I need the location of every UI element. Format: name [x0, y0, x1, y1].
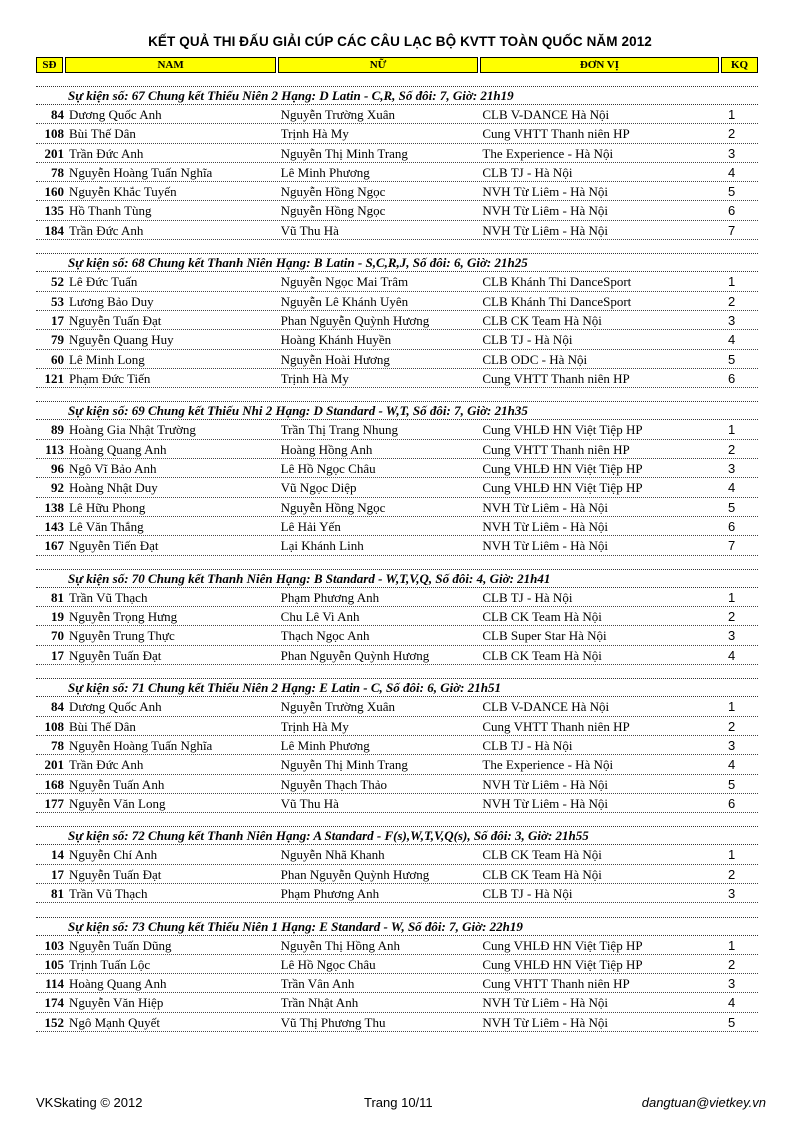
cell-nam: Lê Đức Tuấn	[68, 274, 138, 290]
cell-donvi: Cung VHTT Thanh niên HP	[482, 718, 630, 734]
table-row	[36, 420, 758, 439]
cell-nam: Bùi Thế Dân	[68, 126, 136, 142]
cell-kq: 3	[728, 312, 736, 328]
event-block	[36, 917, 758, 1032]
event-title: Sự kiện số: 72 Chung kết Thanh Niên Hạng: A Standard - F(s),W,T,V,Q(s), Số đôi: 3, Giờ: 21h55	[36, 826, 758, 845]
header-kq: KQ	[721, 57, 758, 73]
cell-sd: 78	[50, 164, 64, 180]
table-row	[36, 626, 758, 645]
table-row	[36, 311, 758, 330]
cell-kq: 7	[728, 222, 736, 238]
cell-kq: 6	[728, 795, 736, 811]
cell-donvi: NVH Từ Liêm - Hà Nội	[482, 776, 608, 792]
footer-page-number: Trang 10/11	[364, 1095, 433, 1110]
event-title: Sự kiện số: 73 Chung kết Thiếu Niên 1 Hạng: E Standard - W, Số đôi: 7, Giờ: 22h19	[36, 917, 758, 936]
cell-nam: Nguyễn Trung Thực	[68, 628, 175, 644]
cell-kq: 4	[728, 332, 736, 348]
cell-donvi: NVH Từ Liêm - Hà Nội	[482, 1014, 608, 1030]
cell-nu: Nguyễn Trường Xuân	[280, 699, 395, 715]
table-row	[36, 272, 758, 291]
table-row	[36, 369, 758, 388]
events-list	[36, 86, 758, 1045]
cell-nam: Hoàng Quang Anh	[68, 441, 167, 457]
cell-sd: 108	[44, 126, 64, 142]
cell-kq: 4	[728, 647, 736, 663]
cell-nam: Nguyễn Tiến Đạt	[68, 538, 159, 554]
cell-nu: Hoàng Khánh Huyền	[280, 332, 392, 348]
cell-nam: Nguyễn Văn Hiệp	[68, 995, 164, 1011]
cell-donvi: NVH Từ Liêm - Hà Nội	[482, 995, 608, 1011]
cell-donvi: CLB TJ - Hà Nội	[482, 885, 573, 901]
cell-nam: Nguyễn Khắc Tuyến	[68, 184, 177, 200]
cell-nu: Trịnh Hà My	[280, 718, 349, 734]
cell-donvi: CLB V-DANCE Hà Nội	[482, 107, 610, 122]
cell-nu: Nguyễn Hồng Ngọc	[280, 203, 386, 219]
cell-kq: 6	[728, 370, 736, 386]
cell-nu: Nguyễn Hoài Hương	[280, 351, 390, 367]
cell-nu: Lại Khánh Linh	[280, 538, 364, 554]
cell-nu: Lê Minh Phương	[280, 737, 370, 753]
cell-nu: Nguyễn Thạch Thảo	[280, 776, 388, 792]
cell-nam: Trần Đức Anh	[68, 222, 144, 238]
cell-nam: Nguyễn Hoàng Tuấn Nghĩa	[68, 737, 213, 753]
cell-sd: 184	[44, 222, 64, 238]
cell-kq: 2	[728, 293, 736, 309]
cell-sd: 79	[50, 332, 64, 348]
cell-sd: 108	[44, 718, 64, 734]
header-donvi: ĐƠN VỊ	[480, 57, 719, 73]
cell-sd: 17	[50, 647, 64, 663]
event-block	[36, 86, 758, 240]
cell-kq: 5	[728, 499, 736, 515]
table-row	[36, 459, 758, 478]
cell-donvi: Cung VHTT Thanh niên HP	[482, 976, 630, 992]
cell-sd: 160	[44, 184, 64, 200]
cell-kq: 1	[728, 422, 736, 438]
cell-nam: Trần Vũ Thạch	[68, 885, 148, 901]
cell-nu: Trần Thị Trang Nhung	[280, 422, 399, 438]
cell-kq: 1	[728, 699, 736, 715]
cell-donvi: Cung VHLĐ HN Việt Tiệp HP	[482, 461, 643, 477]
cell-kq: 5	[728, 1014, 736, 1030]
cell-kq: 1	[728, 107, 736, 122]
cell-nu: Vũ Ngọc Diệp	[280, 480, 357, 496]
cell-sd: 121	[44, 370, 64, 386]
table-row	[36, 478, 758, 497]
cell-nam: Dương Quốc Anh	[68, 107, 162, 122]
cell-nam: Nguyễn Trọng Hưng	[68, 609, 178, 625]
cell-sd: 168	[44, 776, 64, 792]
cell-nu: Nguyễn Thị Minh Trang	[280, 145, 408, 161]
table-row	[36, 221, 758, 240]
cell-donvi: CLB TJ - Hà Nội	[482, 164, 573, 180]
event-block	[36, 569, 758, 665]
table-row	[36, 755, 758, 774]
cell-sd: 17	[50, 312, 64, 328]
cell-nam: Hoàng Quang Anh	[68, 976, 167, 992]
event-title: Sự kiện số: 71 Chung kết Thiếu Niên 2 Hạng: E Latin - C, Số đôi: 6, Giờ: 21h51	[36, 678, 758, 697]
cell-kq: 3	[728, 628, 736, 644]
cell-donvi: CLB V-DANCE Hà Nội	[482, 699, 610, 715]
cell-nam: Phạm Đức Tiến	[68, 370, 151, 386]
cell-donvi: CLB CK Team Hà Nội	[482, 609, 602, 625]
cell-sd: 105	[44, 956, 64, 972]
table-row	[36, 498, 758, 517]
cell-nu: Chu Lê Vi Anh	[280, 609, 360, 625]
cell-nam: Nguyễn Quang Huy	[68, 332, 174, 348]
table-row	[36, 736, 758, 755]
cell-kq: 2	[728, 866, 736, 882]
cell-donvi: Cung VHLĐ HN Việt Tiệp HP	[482, 956, 643, 972]
cell-donvi: CLB TJ - Hà Nội	[482, 737, 573, 753]
cell-nu: Nguyễn Hồng Ngọc	[280, 499, 386, 515]
cell-nam: Trịnh Tuấn Lộc	[68, 956, 151, 972]
cell-sd: 113	[45, 441, 64, 457]
cell-sd: 114	[45, 976, 64, 992]
cell-nam: Nguyễn Hoàng Tuấn Nghĩa	[68, 164, 213, 180]
table-row	[36, 794, 758, 813]
cell-nu: Trịnh Hà My	[280, 370, 349, 386]
cell-nam: Nguyễn Văn Long	[68, 795, 166, 811]
cell-sd: 96	[50, 461, 64, 477]
cell-donvi: Cung VHTT Thanh niên HP	[482, 441, 630, 457]
table-row	[36, 588, 758, 607]
table-row	[36, 105, 758, 124]
cell-nam: Trần Vũ Thạch	[68, 589, 148, 605]
cell-nu: Nguyễn Lê Khánh Uyên	[280, 293, 409, 309]
cell-donvi: NVH Từ Liêm - Hà Nội	[482, 518, 608, 534]
cell-donvi: Cung VHTT Thanh niên HP	[482, 126, 630, 142]
cell-nu: Trần Nhật Anh	[280, 995, 359, 1011]
cell-kq: 2	[728, 956, 736, 972]
cell-nu: Lê Hồ Ngọc Châu	[280, 956, 376, 972]
cell-kq: 2	[728, 718, 736, 734]
table-row	[36, 717, 758, 736]
cell-donvi: NVH Từ Liêm - Hà Nội	[482, 203, 608, 219]
table-row	[36, 124, 758, 143]
cell-nam: Hoàng Gia Nhật Trường	[68, 422, 196, 438]
page-footer	[36, 1095, 766, 1113]
cell-sd: 143	[44, 518, 64, 534]
table-row	[36, 607, 758, 626]
table-row	[36, 775, 758, 794]
cell-sd: 84	[50, 699, 64, 715]
cell-nam: Nguyễn Tuấn Đạt	[68, 647, 162, 663]
cell-nu: Nguyễn Ngọc Mai Trâm	[280, 274, 409, 290]
table-row	[36, 517, 758, 536]
cell-donvi: NVH Từ Liêm - Hà Nội	[482, 499, 608, 515]
cell-sd: 70	[50, 628, 64, 644]
cell-nam: Lê Văn Thắng	[68, 518, 144, 534]
cell-nam: Bùi Thế Dân	[68, 718, 136, 734]
cell-donvi: Cung VHLĐ HN Việt Tiệp HP	[482, 937, 643, 953]
cell-kq: 3	[728, 737, 736, 753]
table-row	[36, 330, 758, 349]
footer-email: dangtuan@vietkey.vn	[641, 1095, 766, 1110]
cell-kq: 5	[728, 351, 736, 367]
cell-kq: 2	[728, 126, 736, 142]
table-row	[36, 182, 758, 201]
cell-nu: Vũ Thu Hà	[280, 795, 339, 811]
cell-nu: Phan Nguyễn Quỳnh Hương	[280, 866, 430, 882]
cell-nu: Lê Minh Phương	[280, 164, 370, 180]
cell-kq: 3	[728, 976, 736, 992]
cell-donvi: CLB TJ - Hà Nội	[482, 332, 573, 348]
cell-donvi: Cung VHLĐ HN Việt Tiệp HP	[482, 480, 643, 496]
cell-nu: Vũ Thị Phương Thu	[280, 1014, 386, 1030]
table-row	[36, 955, 758, 974]
footer-copyright: VKSkating © 2012	[36, 1095, 143, 1110]
table-row	[36, 697, 758, 716]
cell-nu: Vũ Thu Hà	[280, 222, 339, 238]
cell-sd: 92	[50, 480, 64, 496]
cell-nu: Thạch Ngọc Anh	[280, 628, 370, 644]
cell-donvi: CLB ODC - Hà Nội	[482, 351, 588, 367]
cell-nam: Nguyễn Tuấn Đạt	[68, 312, 162, 328]
cell-donvi: Cung VHTT Thanh niên HP	[482, 370, 630, 386]
cell-nam: Ngô Mạnh Quyết	[68, 1014, 160, 1030]
header-sd: SĐ	[36, 57, 63, 73]
header-nu: NỮ	[278, 57, 477, 73]
cell-sd: 174	[44, 995, 64, 1011]
table-header	[36, 57, 758, 73]
event-title: Sự kiện số: 67 Chung kết Thiếu Niên 2 Hạng: D Latin - C,R, Số đôi: 7, Giờ: 21h19	[36, 86, 758, 105]
event-block	[36, 826, 758, 903]
cell-nam: Lê Minh Long	[68, 351, 145, 367]
table-row	[36, 292, 758, 311]
cell-sd: 78	[50, 737, 64, 753]
cell-kq: 4	[728, 757, 736, 773]
event-block	[36, 401, 758, 555]
cell-sd: 81	[50, 885, 64, 901]
cell-sd: 167	[44, 538, 64, 554]
cell-sd: 201	[44, 145, 64, 161]
cell-donvi: CLB TJ - Hà Nội	[482, 589, 573, 605]
cell-nam: Hồ Thanh Tùng	[68, 203, 152, 219]
cell-kq: 6	[728, 518, 736, 534]
cell-nam: Hoàng Nhật Duy	[68, 480, 158, 496]
cell-nam: Trần Đức Anh	[68, 145, 144, 161]
cell-nu: Phan Nguyễn Quỳnh Hương	[280, 647, 430, 663]
cell-nu: Nguyễn Trường Xuân	[280, 107, 395, 122]
table-row	[36, 163, 758, 182]
table-row	[36, 536, 758, 555]
cell-sd: 17	[50, 866, 64, 882]
table-row	[36, 350, 758, 369]
table-row	[36, 884, 758, 903]
cell-sd: 138	[44, 499, 64, 515]
cell-sd: 103	[44, 937, 64, 953]
cell-donvi: CLB Khánh Thi DanceSport	[482, 293, 632, 309]
table-row	[36, 936, 758, 955]
cell-donvi: The Experience - Hà Nội	[482, 145, 614, 161]
cell-sd: 60	[50, 351, 64, 367]
cell-kq: 3	[728, 461, 736, 477]
event-block	[36, 678, 758, 813]
cell-donvi: CLB Super Star Hà Nội	[482, 628, 607, 644]
table-row	[36, 440, 758, 459]
cell-nam: Nguyễn Tuấn Anh	[68, 776, 165, 792]
cell-donvi: CLB CK Team Hà Nội	[482, 847, 602, 863]
cell-kq: 4	[728, 480, 736, 496]
table-row	[36, 201, 758, 220]
cell-kq: 1	[728, 589, 736, 605]
cell-donvi: CLB CK Team Hà Nội	[482, 647, 602, 663]
cell-nam: Nguyễn Chí Anh	[68, 847, 158, 863]
cell-nu: Phạm Phương Anh	[280, 589, 380, 605]
cell-nu: Lê Hải Yến	[280, 518, 341, 534]
cell-kq: 1	[728, 847, 736, 863]
cell-sd: 81	[50, 589, 64, 605]
cell-donvi: CLB Khánh Thi DanceSport	[482, 274, 632, 290]
cell-donvi: NVH Từ Liêm - Hà Nội	[482, 795, 608, 811]
cell-sd: 201	[44, 757, 64, 773]
cell-kq: 4	[728, 164, 736, 180]
cell-nu: Trịnh Hà My	[280, 126, 349, 142]
cell-nu: Nguyễn Thị Hồng Anh	[280, 937, 400, 953]
table-row	[36, 993, 758, 1012]
cell-kq: 1	[728, 937, 736, 953]
event-title: Sự kiện số: 70 Chung kết Thanh Niên Hạng: B Standard - W,T,V,Q, Số đôi: 4, Giờ: 21h41	[36, 569, 758, 588]
table-row	[36, 646, 758, 665]
cell-sd: 19	[50, 609, 64, 625]
cell-kq: 5	[728, 776, 736, 792]
table-row	[36, 865, 758, 884]
cell-donvi: NVH Từ Liêm - Hà Nội	[482, 538, 608, 554]
table-row	[36, 144, 758, 163]
cell-kq: 5	[728, 184, 736, 200]
cell-nam: Lương Bảo Duy	[68, 293, 154, 309]
cell-nu: Phan Nguyễn Quỳnh Hương	[280, 312, 430, 328]
cell-donvi: CLB CK Team Hà Nội	[482, 312, 602, 328]
event-block	[36, 253, 758, 388]
cell-kq: 4	[728, 995, 736, 1011]
cell-nu: Trần Vân Anh	[280, 976, 355, 992]
cell-kq: 1	[728, 274, 736, 290]
cell-kq: 3	[728, 885, 736, 901]
cell-sd: 152	[44, 1014, 64, 1030]
cell-nam: Nguyễn Tuấn Dũng	[68, 937, 172, 953]
cell-sd: 84	[50, 107, 64, 122]
page-title: KẾT QUẢ THI ĐẤU GIẢI CÚP CÁC CÂU LẠC BỘ KVTT TOÀN QUỐC NĂM 2012	[148, 34, 652, 49]
cell-kq: 3	[728, 145, 736, 161]
cell-nu: Nguyễn Nhã Khanh	[280, 847, 385, 863]
cell-sd: 52	[50, 274, 64, 290]
cell-donvi: Cung VHLĐ HN Việt Tiệp HP	[482, 422, 643, 438]
cell-sd: 14	[50, 847, 64, 863]
cell-kq: 6	[728, 203, 736, 219]
table-row	[36, 974, 758, 993]
cell-nam: Trần Đức Anh	[68, 757, 144, 773]
cell-nu: Lê Hồ Ngọc Châu	[280, 461, 376, 477]
cell-sd: 89	[50, 422, 64, 438]
cell-kq: 2	[728, 609, 736, 625]
cell-donvi: NVH Từ Liêm - Hà Nội	[482, 184, 608, 200]
header-nam: NAM	[65, 57, 276, 73]
cell-kq: 2	[728, 441, 736, 457]
cell-sd: 53	[50, 293, 64, 309]
cell-nu: Hoàng Hồng Anh	[280, 441, 373, 457]
cell-nu: Nguyễn Thị Minh Trang	[280, 757, 408, 773]
cell-sd: 135	[44, 203, 64, 219]
cell-nu: Nguyễn Hồng Ngọc	[280, 184, 386, 200]
cell-nu: Phạm Phương Anh	[280, 885, 380, 901]
event-title: Sự kiện số: 68 Chung kết Thanh Niên Hạng: B Latin - S,C,R,J, Số đôi: 6, Giờ: 21h25	[36, 253, 758, 272]
cell-sd: 177	[44, 795, 64, 811]
table-row	[36, 1013, 758, 1032]
cell-nam: Nguyễn Tuấn Đạt	[68, 866, 162, 882]
event-title: Sự kiện số: 69 Chung kết Thiếu Nhi 2 Hạng: D Standard - W,T, Số đôi: 7, Giờ: 21h35	[36, 401, 758, 420]
cell-nam: Ngô Vĩ Bảo Anh	[68, 461, 157, 477]
cell-donvi: NVH Từ Liêm - Hà Nội	[482, 222, 608, 238]
cell-nam: Lê Hữu Phong	[68, 499, 146, 515]
cell-nam: Dương Quốc Anh	[68, 699, 162, 715]
cell-donvi: CLB CK Team Hà Nội	[482, 866, 602, 882]
cell-donvi: The Experience - Hà Nội	[482, 757, 614, 773]
cell-kq: 7	[728, 538, 736, 554]
table-row	[36, 845, 758, 864]
